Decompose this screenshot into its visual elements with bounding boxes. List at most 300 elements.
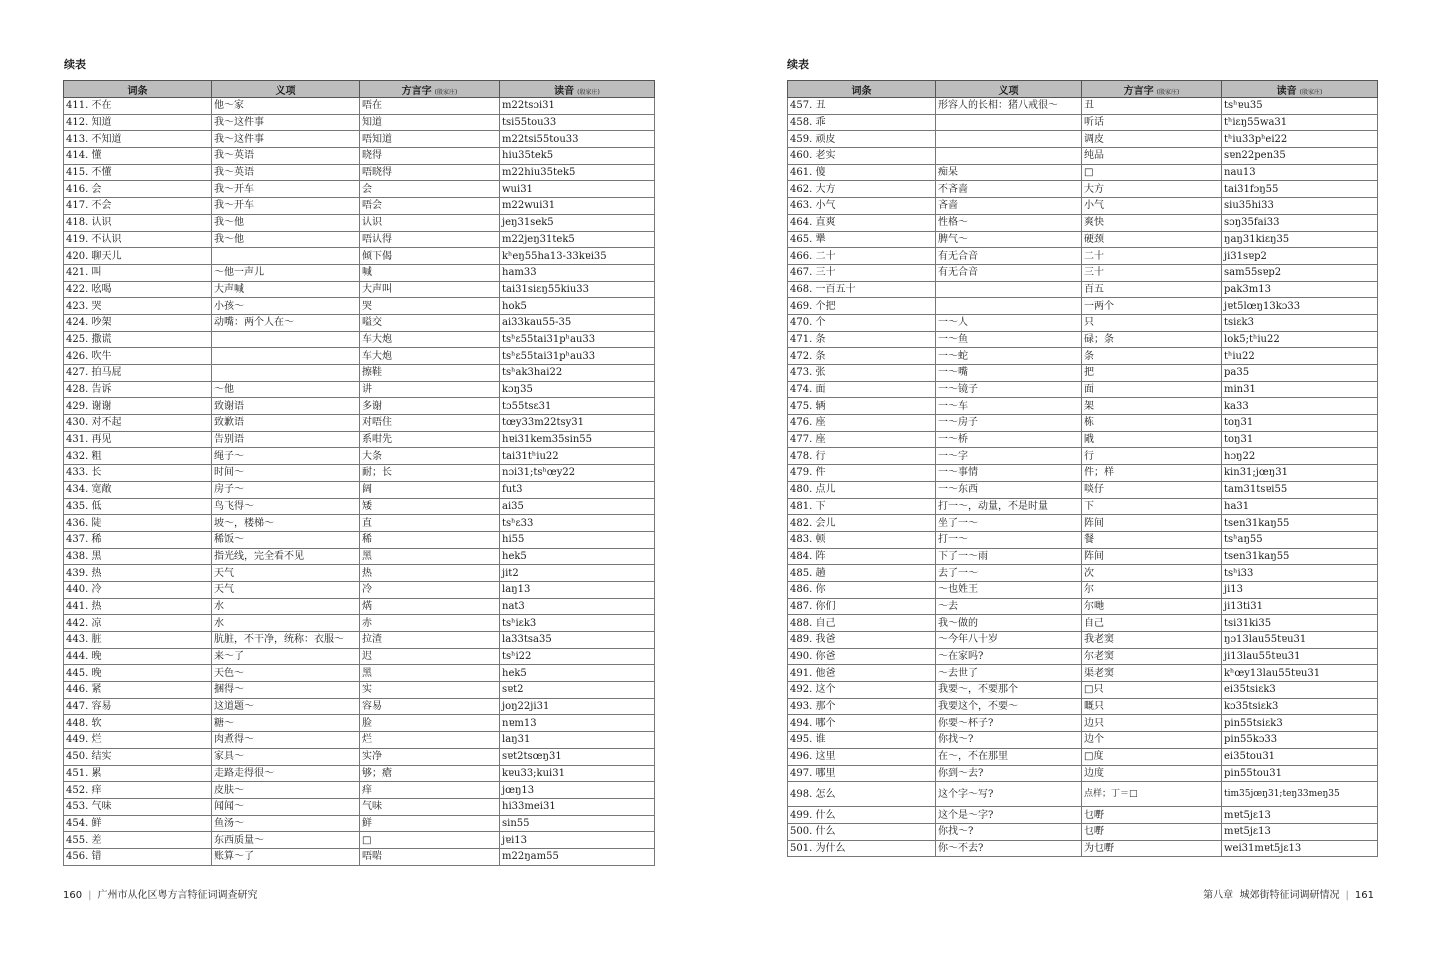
cell-reading: tsʰɛ33: [500, 515, 655, 532]
cell-entry: 464. 直爽: [788, 214, 936, 231]
cell-reading: ŋɔ13lau55tɐu31: [1222, 632, 1378, 649]
cell-meaning: 致谢语: [212, 398, 360, 415]
cell-entry: 500. 什么: [788, 823, 936, 840]
cell-entry: 446. 紧: [64, 682, 212, 699]
table-row: [788, 214, 1378, 231]
cell-dialect-char: 黑: [360, 665, 500, 682]
cell-meaning: 我～开车: [212, 181, 360, 198]
table-row: [788, 248, 1378, 265]
cell-entry: 469. 个把: [788, 298, 936, 315]
table-row: [788, 448, 1378, 465]
cell-entry: 439. 热: [64, 565, 212, 582]
header-dialect-char: 方言字 (殷家庄): [1082, 81, 1222, 98]
table-row: [788, 381, 1378, 398]
cell-entry: 470. 个: [788, 314, 936, 331]
cell-dialect-char: 啖仔: [1082, 481, 1222, 498]
table-header-row: [788, 81, 1378, 98]
cell-meaning: ～今年八十岁: [936, 632, 1082, 649]
cell-entry: 426. 吹牛: [64, 348, 212, 365]
table-row: [64, 465, 655, 482]
cell-reading: sɐt2tsœŋ31: [500, 748, 655, 765]
cell-dialect-char: 实: [360, 682, 500, 699]
cell-meaning: ～去: [936, 598, 1082, 615]
cell-entry: 451. 累: [64, 765, 212, 782]
table-row: [64, 782, 655, 799]
cell-dialect-char: 渠老窦: [1082, 665, 1222, 682]
cell-entry: 473. 张: [788, 365, 936, 382]
cell-dialect-char: 小气: [1082, 198, 1222, 215]
cell-reading: nɐm13: [500, 715, 655, 732]
cell-dialect-char: 认识: [360, 214, 500, 231]
cell-entry: 493. 那个: [788, 698, 936, 715]
table-body: [64, 98, 655, 866]
cell-entry: 497. 哪里: [788, 765, 936, 782]
cell-reading: tsʰɐu35: [1222, 98, 1378, 115]
table-row: [64, 448, 655, 465]
cell-reading: nau13: [1222, 164, 1378, 181]
table-row: [788, 715, 1378, 732]
cell-dialect-char: 边只: [1082, 715, 1222, 732]
cell-meaning: 绳子～: [212, 448, 360, 465]
table-row: [64, 398, 655, 415]
cell-entry: 455. 差: [64, 832, 212, 849]
cell-reading: wui31: [500, 181, 655, 198]
cell-dialect-char: 矮: [360, 498, 500, 515]
cell-entry: 432. 粗: [64, 448, 212, 465]
cell-dialect-char: 乜嘢: [1082, 823, 1222, 840]
cell-entry: 460. 老实: [788, 148, 936, 165]
cell-meaning: 一～车: [936, 398, 1082, 415]
cell-dialect-char: 百五: [1082, 281, 1222, 298]
cell-entry: 415. 不懂: [64, 164, 212, 181]
table-row: [788, 531, 1378, 548]
cell-dialect-char: 嘅只: [1082, 698, 1222, 715]
cell-meaning: 我～英语: [212, 148, 360, 165]
cell-meaning: 这个是～字?: [936, 807, 1082, 824]
page-footer: [63, 886, 257, 901]
table-row: [64, 148, 655, 165]
cell-entry: 481. 下: [788, 498, 936, 515]
cell-entry: 499. 什么: [788, 807, 936, 824]
cell-dialect-char: 冷: [360, 581, 500, 598]
cell-dialect-char: 拉渣: [360, 632, 500, 649]
cell-dialect-char: 知道: [360, 114, 500, 131]
cell-entry: 492. 这个: [788, 682, 936, 699]
cell-dialect-char: 架: [1082, 398, 1222, 415]
cell-reading: m22wui31: [500, 198, 655, 215]
cell-meaning: 这道题～: [212, 698, 360, 715]
cell-entry: 467. 三十: [788, 264, 936, 281]
cell-reading: ai33kau55-35: [500, 314, 655, 331]
cell-reading: min31: [1222, 381, 1378, 398]
cell-entry: 431. 再见: [64, 431, 212, 448]
table-row: [64, 98, 655, 115]
cell-meaning: 天色～: [212, 665, 360, 682]
cell-reading: tʰiu22: [1222, 348, 1378, 365]
table-row: [788, 415, 1378, 432]
cell-reading: pin55tsiɛk3: [1222, 715, 1378, 732]
cell-entry: 475. 辆: [788, 398, 936, 415]
cell-dialect-char: 车大炮: [360, 348, 500, 365]
table-row: [64, 131, 655, 148]
cell-reading: tsʰi33: [1222, 565, 1378, 582]
cell-dialect-char: 为乜嘢: [1082, 840, 1222, 857]
cell-reading: kin31;jœŋ31: [1222, 465, 1378, 482]
cell-meaning: 有无合音: [936, 264, 1082, 281]
cell-dialect-char: 大条: [360, 448, 500, 465]
cell-meaning: 我～他: [212, 231, 360, 248]
header-entry: 词条: [788, 81, 936, 98]
cell-meaning: 这个字～写?: [936, 782, 1082, 807]
cell-entry: 433. 长: [64, 465, 212, 482]
cell-entry: 498. 怎么: [788, 782, 936, 807]
table-row: [64, 381, 655, 398]
cell-entry: 482. 会儿: [788, 515, 936, 532]
cell-dialect-char: 黑: [360, 548, 500, 565]
cell-reading: tœy33m22tsy31: [500, 415, 655, 432]
cell-reading: hok5: [500, 298, 655, 315]
cell-meaning: 家具～: [212, 748, 360, 765]
cell-dialect-char: □度: [1082, 748, 1222, 765]
cell-entry: 434. 宽敞: [64, 481, 212, 498]
cell-reading: lok5;tʰiu22: [1222, 331, 1378, 348]
cell-entry: 474. 面: [788, 381, 936, 398]
cell-meaning: [936, 148, 1082, 165]
cell-entry: 452. 痒: [64, 782, 212, 799]
cell-entry: 437. 稀: [64, 531, 212, 548]
cell-reading: m22tsɔi31: [500, 98, 655, 115]
cell-dialect-char: 次: [1082, 565, 1222, 582]
cell-meaning: 鱼汤～: [212, 815, 360, 832]
cell-meaning: [212, 331, 360, 348]
cell-meaning: 你到～去?: [936, 765, 1082, 782]
cell-dialect-char: 喊: [360, 264, 500, 281]
cell-meaning: 我要这个，不要～: [936, 698, 1082, 715]
table-row: [788, 515, 1378, 532]
cell-meaning: 稀饭～: [212, 531, 360, 548]
cell-dialect-char: 面: [1082, 381, 1222, 398]
cell-dialect-char: 迟: [360, 648, 500, 665]
cell-dialect-char: 把: [1082, 365, 1222, 382]
cell-meaning: 我～做的: [936, 615, 1082, 632]
cell-entry: 479. 件: [788, 465, 936, 482]
cell-dialect-char: 够；瘡: [360, 765, 500, 782]
cell-entry: 501. 为什么: [788, 840, 936, 857]
cell-meaning: 一～桥: [936, 431, 1082, 448]
cell-meaning: 一～房子: [936, 415, 1082, 432]
table-row: [64, 598, 655, 615]
cell-dialect-char: 阵间: [1082, 515, 1222, 532]
table-row: [788, 331, 1378, 348]
cell-reading: pak3m13: [1222, 281, 1378, 298]
cell-reading: fut3: [500, 481, 655, 498]
cell-entry: 494. 哪个: [788, 715, 936, 732]
cell-entry: 414. 懂: [64, 148, 212, 165]
cell-meaning: [936, 281, 1082, 298]
cell-meaning: 你～不去?: [936, 840, 1082, 857]
cell-entry: 435. 低: [64, 498, 212, 515]
table-row: [788, 765, 1378, 782]
cell-dialect-char: 唔在: [360, 98, 500, 115]
cell-meaning: 东西质量～: [212, 832, 360, 849]
cell-entry: 425. 撒谎: [64, 331, 212, 348]
footer-divider: |: [88, 890, 92, 901]
right-page: [720, 0, 1440, 960]
table-row: [788, 114, 1378, 131]
cell-entry: 456. 错: [64, 848, 212, 865]
cell-reading: hi33mei31: [500, 798, 655, 815]
header-reading: 读音 (殷家庄): [1222, 81, 1378, 98]
cell-entry: 471. 条: [788, 331, 936, 348]
cell-dialect-char: 边个: [1082, 732, 1222, 749]
cell-entry: 495. 谁: [788, 732, 936, 749]
cell-reading: kɔ35tsiɛk3: [1222, 698, 1378, 715]
table-row: [788, 465, 1378, 482]
cell-reading: tsʰak3hai22: [500, 365, 655, 382]
table-row: [64, 181, 655, 198]
cell-entry: 457. 丑: [788, 98, 936, 115]
cell-entry: 419. 不认识: [64, 231, 212, 248]
cell-dialect-char: 直: [360, 515, 500, 532]
cell-dialect-char: 哭: [360, 298, 500, 315]
cell-reading: kɐu33;kui31: [500, 765, 655, 782]
cell-entry: 461. 傻: [788, 164, 936, 181]
cell-reading: ei35tsiɛk3: [1222, 682, 1378, 699]
cell-reading: kɔŋ35: [500, 381, 655, 398]
cell-meaning: 你找～?: [936, 823, 1082, 840]
cell-reading: hɔŋ22: [1222, 448, 1378, 465]
table-row: [788, 181, 1378, 198]
cell-reading: joŋ22ji31: [500, 698, 655, 715]
cell-reading: ŋaŋ31kiɛŋ35: [1222, 231, 1378, 248]
cell-reading: la33tsa35: [500, 632, 655, 649]
cell-meaning: [936, 298, 1082, 315]
cell-dialect-char: 阔: [360, 481, 500, 498]
table-row: [64, 164, 655, 181]
cell-meaning: 闻闻～: [212, 798, 360, 815]
cell-entry: 491. 他爸: [788, 665, 936, 682]
cell-reading: ji13ti31: [1222, 598, 1378, 615]
table-row: [788, 581, 1378, 598]
cell-reading: sɐt2: [500, 682, 655, 699]
table-row: [788, 732, 1378, 749]
table-row: [788, 840, 1378, 857]
cell-reading: ka33: [1222, 398, 1378, 415]
cell-meaning: 大声喊: [212, 281, 360, 298]
cell-meaning: 走路走得很～: [212, 765, 360, 782]
cell-entry: 468. 一百五十: [788, 281, 936, 298]
cell-entry: 453. 气味: [64, 798, 212, 815]
cell-dialect-char: 气味: [360, 798, 500, 815]
cell-reading: ji13: [1222, 581, 1378, 598]
cell-entry: 459. 顽皮: [788, 131, 936, 148]
table-row: [788, 231, 1378, 248]
cell-dialect-char: 会: [360, 181, 500, 198]
cell-meaning: 不吝啬: [936, 181, 1082, 198]
cell-reading: ai35: [500, 498, 655, 515]
cell-reading: toŋ31: [1222, 431, 1378, 448]
cell-dialect-char: 只: [1082, 314, 1222, 331]
cell-meaning: [212, 348, 360, 365]
table-row: [64, 815, 655, 832]
cell-meaning: 捆得～: [212, 682, 360, 699]
cell-meaning: 肮脏，不干净，统称：衣服～: [212, 632, 360, 649]
cell-meaning: 有无合音: [936, 248, 1082, 265]
table-row: [64, 198, 655, 215]
table-row: [64, 298, 655, 315]
cell-meaning: 你要～杯子?: [936, 715, 1082, 732]
cell-meaning: 坐了一～: [936, 515, 1082, 532]
cell-meaning: 下了一～雨: [936, 548, 1082, 565]
cell-reading: laŋ31: [500, 732, 655, 749]
table-row: [788, 682, 1378, 699]
cell-dialect-char: 讲: [360, 381, 500, 398]
cell-meaning: 一～蛇: [936, 348, 1082, 365]
table-row: [64, 231, 655, 248]
table-row: [788, 398, 1378, 415]
cell-meaning: 一～人: [936, 314, 1082, 331]
chapter-label: 第八章: [1203, 890, 1234, 901]
cell-meaning: 去了一～: [936, 565, 1082, 582]
cell-entry: 416. 会: [64, 181, 212, 198]
cell-entry: 429. 谢谢: [64, 398, 212, 415]
cell-entry: 424. 吵架: [64, 314, 212, 331]
cell-reading: siu35hi33: [1222, 198, 1378, 215]
cell-dialect-char: □: [360, 832, 500, 849]
cell-dialect-char: 嗌交: [360, 314, 500, 331]
cell-meaning: 他～家: [212, 98, 360, 115]
cell-dialect-char: 鲜: [360, 815, 500, 832]
cell-meaning: ～他: [212, 381, 360, 398]
chapter-title: 城郊街特征词调研情况: [1239, 890, 1340, 901]
cell-reading: jœŋ13: [500, 782, 655, 799]
table-row: [64, 581, 655, 598]
table-row: [788, 665, 1378, 682]
cell-dialect-char: 稀: [360, 531, 500, 548]
cell-meaning: 一～事情: [936, 465, 1082, 482]
cell-meaning: ～在家吗?: [936, 648, 1082, 665]
cell-meaning: 告别语: [212, 431, 360, 448]
table-row: [788, 264, 1378, 281]
cell-dialect-char: 多谢: [360, 398, 500, 415]
table-row: [64, 565, 655, 582]
cell-entry: 444. 晚: [64, 648, 212, 665]
cell-entry: 417. 不会: [64, 198, 212, 215]
cell-dialect-char: 调皮: [1082, 131, 1222, 148]
cell-reading: kʰœy13lau55tɐu31: [1222, 665, 1378, 682]
cell-meaning: 脾气～: [936, 231, 1082, 248]
cell-entry: 430. 对不起: [64, 415, 212, 432]
cell-reading: sin55: [500, 815, 655, 832]
cell-meaning: 我要～，不要那个: [936, 682, 1082, 699]
cell-dialect-char: 我老窦: [1082, 632, 1222, 649]
cell-dialect-char: 倾下偈: [360, 248, 500, 265]
cell-entry: 449. 烂: [64, 732, 212, 749]
cell-meaning: ～也姓王: [936, 581, 1082, 598]
cell-meaning: 我～这件事: [212, 131, 360, 148]
cell-dialect-char: 容易: [360, 698, 500, 715]
cell-meaning: 我～英语: [212, 164, 360, 181]
cell-reading: m22ŋam55: [500, 848, 655, 865]
cell-reading: tsʰiɛk3: [500, 615, 655, 632]
cell-dialect-char: 乜嘢: [1082, 807, 1222, 824]
cell-reading: jit2: [500, 565, 655, 582]
book-title: 广州市从化区粤方言特征词调查研究: [97, 890, 258, 901]
table-row: [788, 131, 1378, 148]
cell-dialect-char: 脸: [360, 715, 500, 732]
table-row: [64, 732, 655, 749]
cell-reading: toŋ31: [1222, 415, 1378, 432]
table-row: [64, 682, 655, 699]
table-row: [788, 481, 1378, 498]
table-header-row: [64, 81, 655, 98]
cell-meaning: 吝啬: [936, 198, 1082, 215]
cell-meaning: [936, 114, 1082, 131]
cell-entry: 422. 吆喝: [64, 281, 212, 298]
cell-reading: ji31sɐp2: [1222, 248, 1378, 265]
cell-dialect-char: 下: [1082, 498, 1222, 515]
cell-meaning: 房子～: [212, 481, 360, 498]
cell-reading: ham33: [500, 264, 655, 281]
table-row: [64, 832, 655, 849]
cell-reading: sam55sɐp2: [1222, 264, 1378, 281]
cell-dialect-char: 餐: [1082, 531, 1222, 548]
cell-reading: ji13lau55tɐu31: [1222, 648, 1378, 665]
cell-reading: nat3: [500, 598, 655, 615]
table-row: [788, 632, 1378, 649]
cell-entry: 488. 自己: [788, 615, 936, 632]
cell-meaning: ～去世了: [936, 665, 1082, 682]
cell-entry: 480. 点儿: [788, 481, 936, 498]
table-row: [64, 431, 655, 448]
table-row: [64, 498, 655, 515]
cell-reading: hiu35tek5: [500, 148, 655, 165]
cell-entry: 483. 顿: [788, 531, 936, 548]
cell-entry: 465. 犟: [788, 231, 936, 248]
cell-dialect-char: [1082, 782, 1222, 807]
cell-dialect-char: 丑: [1082, 98, 1222, 115]
cell-dialect-char: 尔哋: [1082, 598, 1222, 615]
cell-meaning: 打一～: [936, 531, 1082, 548]
cell-dialect-char: 唔知道: [360, 131, 500, 148]
cell-dialect-char: 烂: [360, 732, 500, 749]
table-row: [788, 431, 1378, 448]
cell-reading: mɐt5jɛ13: [1222, 807, 1378, 824]
cell-dialect-char: 件；样: [1082, 465, 1222, 482]
cell-reading: tʰiu33pʰei22: [1222, 131, 1378, 148]
cell-entry: 478. 行: [788, 448, 936, 465]
cell-dialect-char: 赤: [360, 615, 500, 632]
cell-reading: pin55kɔ33: [1222, 732, 1378, 749]
table-row: [64, 365, 655, 382]
cell-entry: 443. 脏: [64, 632, 212, 649]
cell-meaning: [212, 248, 360, 265]
cell-entry: 454. 鲜: [64, 815, 212, 832]
cell-meaning: 小孩～: [212, 298, 360, 315]
table-row: [788, 298, 1378, 315]
table-row: [64, 765, 655, 782]
cell-dialect-char: 痒: [360, 782, 500, 799]
table-row: [64, 715, 655, 732]
table-row: [64, 531, 655, 548]
cell-meaning: 指光线，完全看不见: [212, 548, 360, 565]
table-row: [64, 848, 655, 865]
cell-reading: jɐt5lœŋ13kɔ33: [1222, 298, 1378, 315]
cell-meaning: 一～鱼: [936, 331, 1082, 348]
cell-reading: tam31tsɐi55: [1222, 481, 1378, 498]
page-footer: [1203, 886, 1374, 901]
cell-reading: tɔ55tsɛ31: [500, 398, 655, 415]
